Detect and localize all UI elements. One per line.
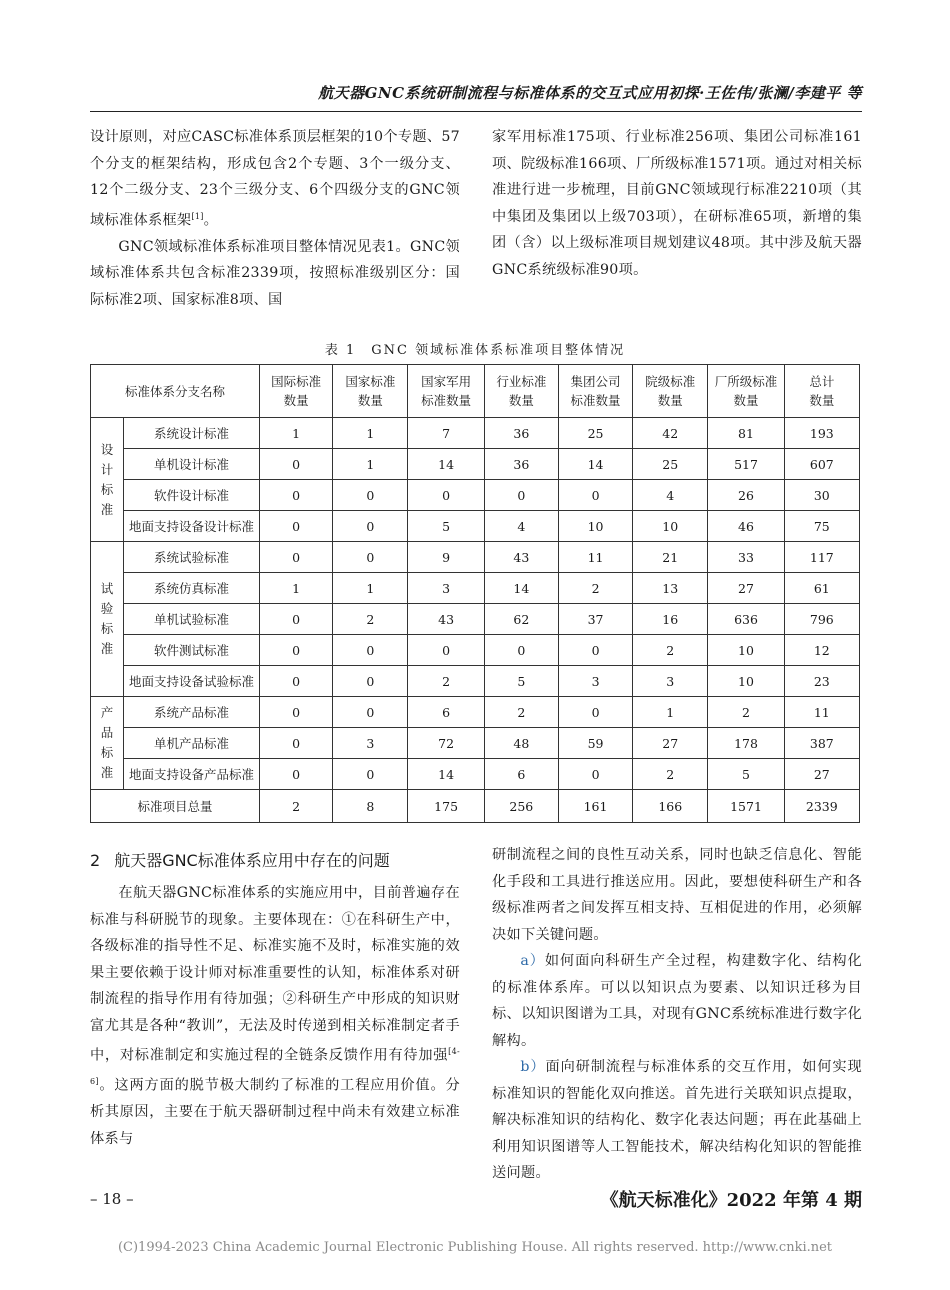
table-cell: 178: [708, 728, 784, 759]
table-cell: 48: [484, 728, 558, 759]
table-cell: 10: [633, 511, 708, 542]
item-label: a）: [520, 953, 545, 969]
journal-name: 《航天标准化》2022 年第 4 期: [600, 1190, 862, 1211]
running-header: 航天器GNC系统研制流程与标准体系的交互式应用初探·王佐伟/张澜/李建平 等: [318, 84, 862, 102]
table-row: [91, 480, 860, 511]
paragraph: 设计原则，对应CASC标准体系顶层框架的10个专题、57个分支的框架结构，形成包含2个专题、3个一级分支、12个二级分支、23个三级分支、6个四级分支的GNC领域标准体系框架[1]。: [90, 129, 460, 229]
table-cell: 43: [408, 604, 484, 635]
group-name: 设 计 标 准: [91, 418, 124, 542]
column-header: 行业标准 数量: [484, 365, 558, 418]
row-name: 单机产品标准: [123, 728, 259, 759]
table-cell: 33: [708, 542, 784, 573]
paragraph: 家军用标准175项、行业标准256项、集团公司标准161项、院级标准166项、厂所级标准1571项。通过对相关标准进行进一步梳理，目前GNC领域现行标准2210项（其中集团及集团以上级703项），在研标准65项，新增的集团（含）以上级标准项目规划建议48项。其中涉及航天器GNC系统级标准90项。: [492, 129, 862, 278]
table-cell: 16: [633, 604, 708, 635]
paragraph: 研制流程之间的良性互动关系，同时也缺乏信息化、智能化手段和工具进行推送应用。因此，要想使科研生产和各级标准两者之间发挥互相支持、互相促进的作用，必须解决如下关键问题。: [492, 847, 862, 943]
total-cell: 2: [260, 790, 333, 823]
table-cell: 9: [408, 542, 484, 573]
table-cell: 25: [633, 449, 708, 480]
row-name: 系统试验标准: [123, 542, 259, 573]
table-cell: 0: [260, 480, 333, 511]
table-cell: 81: [708, 418, 784, 449]
table-cell: 61: [784, 573, 859, 604]
table-header-row: [91, 365, 860, 418]
table-row: [91, 542, 860, 573]
table-cell: 2: [633, 759, 708, 790]
table-row: [91, 604, 860, 635]
table-cell: 14: [408, 759, 484, 790]
table-cell: 2: [484, 697, 558, 728]
table-cell: 0: [333, 542, 408, 573]
table-row: [91, 573, 860, 604]
table-cell: 517: [708, 449, 784, 480]
table-cell: 2: [558, 573, 632, 604]
table-cell: 5: [408, 511, 484, 542]
table-row: [91, 635, 860, 666]
table-cell: 2: [633, 635, 708, 666]
table-cell: 21: [633, 542, 708, 573]
table-cell: 4: [633, 480, 708, 511]
table-row: [91, 666, 860, 697]
table-cell: 27: [784, 759, 859, 790]
table-cell: 11: [784, 697, 859, 728]
row-name: 系统产品标准: [123, 697, 259, 728]
table-cell: 0: [333, 635, 408, 666]
table-cell: 636: [708, 604, 784, 635]
row-name: 地面支持设备试验标准: [123, 666, 259, 697]
row-name: 系统设计标准: [123, 418, 259, 449]
table-cell: 13: [633, 573, 708, 604]
table-cell: 1: [333, 573, 408, 604]
copyright-notice: (C)1994-2023 China Academic Journal Electronic Publishing House. All rights reserved. http://www.cnki.net: [117, 1240, 833, 1255]
table-cell: 6: [484, 759, 558, 790]
column-header: 国家军用 标准数量: [408, 365, 484, 418]
table-cell: 36: [484, 418, 558, 449]
table-cell: 14: [558, 449, 632, 480]
table-cell: 387: [784, 728, 859, 759]
table-row: [91, 759, 860, 790]
table-row: [91, 697, 860, 728]
page-number: – 18 –: [90, 1190, 134, 1208]
table-cell: 10: [558, 511, 632, 542]
table-cell: 27: [633, 728, 708, 759]
table-cell: 30: [784, 480, 859, 511]
total-cell: 1571: [708, 790, 784, 823]
column-header: 厂所级标准 数量: [708, 365, 784, 418]
row-name: 软件设计标准: [123, 480, 259, 511]
table-cell: 26: [708, 480, 784, 511]
table-row: [91, 728, 860, 759]
table-cell: 0: [558, 635, 632, 666]
table-cell: 0: [260, 666, 333, 697]
table-cell: 0: [558, 697, 632, 728]
table-cell: 0: [333, 697, 408, 728]
table-caption: 表 1 GNC 领域标准体系标准项目整体情况: [324, 343, 626, 358]
table-cell: 0: [260, 449, 333, 480]
table-cell: 0: [333, 759, 408, 790]
table-cell: 46: [708, 511, 784, 542]
table-cell: 117: [784, 542, 859, 573]
citation: [1]: [191, 211, 204, 221]
table-cell: 25: [558, 418, 632, 449]
table-row: [91, 418, 860, 449]
body-left-bottom: [90, 880, 460, 1152]
section-title: 航天器GNC标准体系应用中存在的问题: [114, 851, 390, 870]
row-name: 单机试验标准: [123, 604, 259, 635]
row-name: 系统仿真标准: [123, 573, 259, 604]
table-cell: 0: [260, 542, 333, 573]
table-cell: 2: [408, 666, 484, 697]
table-cell: 4: [484, 511, 558, 542]
table-cell: 3: [633, 666, 708, 697]
table-cell: 11: [558, 542, 632, 573]
row-name: 地面支持设备设计标准: [123, 511, 259, 542]
table-cell: 14: [408, 449, 484, 480]
table-cell: 23: [784, 666, 859, 697]
table-cell: 3: [558, 666, 632, 697]
paragraph: 在航天器GNC标准体系的实施应用中，目前普遍存在标准与科研脱节的现象。主要体现在：①在科研生产中，各级标准的指导性不足、标准实施不及时，标准实施的效果主要依赖于设计师对标准重要性的认知，标准体系对研制流程的指导作用有待加强；②科研生产中形成的知识财富尤其是各种“教训”，无法及时传递到相关标准制定者手中，对标准制定和实施过程的全链条反馈作用有待加强[4-6]。这两方面的脱节极大制约了标准的工程应用价值。分析其原因，主要在于航天器研制过程中尚未有效建立标准体系与: [90, 885, 460, 1147]
column-header: 总计 数量: [784, 365, 859, 418]
table-cell: 42: [633, 418, 708, 449]
table-cell: 1: [333, 418, 408, 449]
table-cell: 1: [260, 573, 333, 604]
section-heading: [90, 848, 390, 871]
section-number: 2: [90, 851, 101, 870]
table-cell: 0: [260, 759, 333, 790]
table-cell: 1: [633, 697, 708, 728]
table-cell: 7: [408, 418, 484, 449]
total-row: [91, 790, 860, 823]
body-right-bottom: [492, 842, 862, 1187]
table-cell: 62: [484, 604, 558, 635]
table-row: [91, 449, 860, 480]
citation: [4-6]: [90, 1047, 460, 1087]
header-branch-name: 标准体系分支名称: [91, 365, 260, 418]
total-cell: 161: [558, 790, 632, 823]
group-name: 产 品 标 准: [91, 697, 124, 790]
header-rule: [90, 111, 862, 112]
table-cell: 0: [260, 511, 333, 542]
table-cell: 0: [260, 604, 333, 635]
table-cell: 6: [408, 697, 484, 728]
table-cell: 12: [784, 635, 859, 666]
row-name: 地面支持设备产品标准: [123, 759, 259, 790]
table-cell: 0: [408, 635, 484, 666]
table-cell: 0: [558, 480, 632, 511]
row-name: 单机设计标准: [123, 449, 259, 480]
table-cell: 0: [333, 666, 408, 697]
total-cell: 256: [484, 790, 558, 823]
item-label: b）: [520, 1059, 546, 1075]
table-cell: 3: [408, 573, 484, 604]
table-cell: 10: [708, 635, 784, 666]
column-header: 国际标准 数量: [260, 365, 333, 418]
table-cell: 10: [708, 666, 784, 697]
table-cell: 796: [784, 604, 859, 635]
table-cell: 0: [260, 728, 333, 759]
table-cell: 2: [333, 604, 408, 635]
total-cell: 166: [633, 790, 708, 823]
table-cell: 43: [484, 542, 558, 573]
list-item-a: a）如何面向科研生产全过程，构建数字化、结构化的标准体系库。可以以知识点为要素、以知识迁移为目标、以知识图谱为工具，对现有GNC系统标准进行数字化解构。: [492, 953, 862, 1049]
table-cell: 59: [558, 728, 632, 759]
total-label: 标准项目总量: [91, 790, 260, 823]
table-cell: 5: [484, 666, 558, 697]
table-cell: 193: [784, 418, 859, 449]
body-left-top: [90, 124, 460, 313]
table-cell: 1: [333, 449, 408, 480]
table-cell: 0: [484, 480, 558, 511]
total-cell: 8: [333, 790, 408, 823]
total-cell: 175: [408, 790, 484, 823]
row-name: 软件测试标准: [123, 635, 259, 666]
table-cell: 0: [260, 635, 333, 666]
column-header: 国家标准 数量: [333, 365, 408, 418]
table-cell: 0: [408, 480, 484, 511]
table-cell: 3: [333, 728, 408, 759]
table-cell: 0: [333, 480, 408, 511]
body-right-top: [492, 124, 862, 283]
table-cell: 72: [408, 728, 484, 759]
table-cell: 75: [784, 511, 859, 542]
list-item-b: b）面向研制流程与标准体系的交互作用，如何实现标准知识的智能化双向推送。首先进行关联知识点提取，解决标准知识的结构化、数字化表达问题；再在此基础上利用知识图谱等人工智能技术，解决结构化知识的智能推送问题。: [492, 1059, 862, 1181]
table-cell: 607: [784, 449, 859, 480]
table-cell: 0: [558, 759, 632, 790]
table-cell: 27: [708, 573, 784, 604]
table-cell: 14: [484, 573, 558, 604]
column-header: 集团公司 标准数量: [558, 365, 632, 418]
table-cell: 37: [558, 604, 632, 635]
table-cell: 36: [484, 449, 558, 480]
table-cell: 2: [708, 697, 784, 728]
group-name: 试 验 标 准: [91, 542, 124, 697]
column-header: 院级标准 数量: [633, 365, 708, 418]
table-cell: 5: [708, 759, 784, 790]
paragraph: GNC领域标准体系标准项目整体情况见表1。GNC领域标准体系共包含标准2339项，按照标准级别区分：国际标准2项、国家标准8项、国: [90, 238, 460, 308]
table-cell: 1: [260, 418, 333, 449]
table-cell: 0: [484, 635, 558, 666]
standards-table: [90, 364, 860, 823]
table-cell: 0: [260, 697, 333, 728]
table-row: [91, 511, 860, 542]
total-cell: 2339: [784, 790, 859, 823]
table-cell: 0: [333, 511, 408, 542]
